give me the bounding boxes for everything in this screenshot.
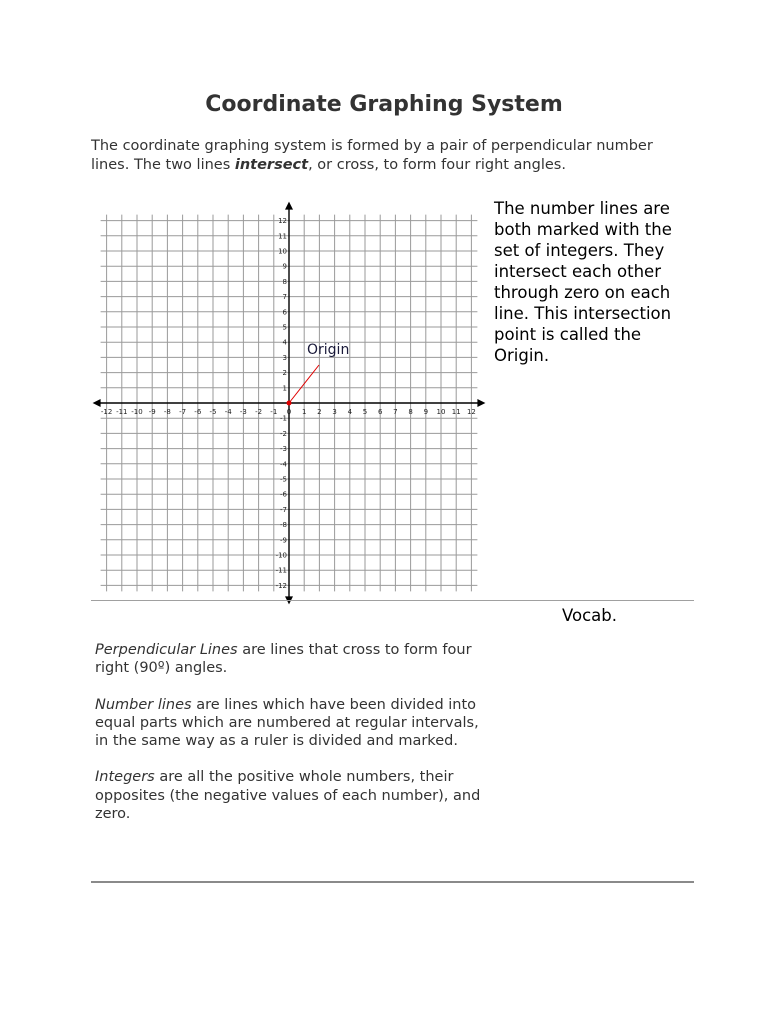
y-tick-label: 6 — [282, 308, 287, 317]
vocab-heading: Vocab. — [562, 606, 618, 625]
x-tick-label: -6 — [194, 408, 202, 416]
x-tick-label: 11 — [451, 408, 461, 416]
y-tick-label: -7 — [280, 505, 287, 514]
origin-label: Origin — [307, 342, 350, 358]
x-tick-label: -11 — [116, 408, 128, 416]
intro-term-intersect: intersect — [234, 157, 309, 173]
x-tick-label: 1 — [301, 408, 307, 416]
x-tick-label: 5 — [362, 408, 368, 416]
y-tick-label: -9 — [280, 536, 287, 545]
x-tick-label: 7 — [393, 408, 398, 416]
x-tick-label: -3 — [239, 408, 247, 416]
vocab-definition: are lines that cross to form four right (90º) angles. — [95, 642, 472, 677]
x-tick-label: -10 — [131, 408, 143, 416]
y-tick-label: -10 — [275, 551, 287, 560]
y-tick-label: 9 — [282, 262, 287, 271]
page-title: Coordinate Graphing System — [205, 92, 563, 117]
y-axis-arrow-up-icon — [285, 202, 293, 210]
vocab-definition: are lines which have been divided into equal parts which are numbered at regular intervals, in the same way as a ruler is divided and marked. — [95, 696, 479, 750]
x-tick-label: -9 — [148, 408, 156, 416]
x-tick-label: 12 — [466, 408, 476, 416]
y-tick-label: -8 — [280, 521, 287, 530]
x-tick-label: 2 — [317, 408, 322, 416]
y-tick-label: -11 — [275, 566, 287, 575]
vocab-term: Number lines — [95, 696, 192, 713]
vocab-item-number-lines — [95, 696, 495, 751]
origin-point-marker — [287, 401, 292, 406]
y-tick-label: -5 — [280, 475, 287, 484]
y-tick-label: 5 — [282, 323, 287, 332]
y-tick-label: 2 — [282, 369, 287, 378]
x-tick-label: -1 — [270, 408, 278, 416]
x-tick-label: 8 — [408, 408, 413, 416]
y-tick-label: -2 — [280, 429, 287, 438]
vocab-term: Perpendicular Lines — [95, 642, 238, 658]
y-tick-label: -4 — [280, 460, 287, 469]
vocab-definition: are all the positive whole numbers, their opposites (the negative values of each number), and zero. — [95, 769, 481, 823]
x-axis-arrow-left-icon — [93, 399, 101, 407]
y-tick-label: -6 — [280, 490, 287, 499]
vocab-term: Integers — [95, 769, 155, 786]
x-tick-label: -5 — [209, 408, 217, 416]
y-tick-label: 8 — [282, 277, 287, 286]
vocab-item-perpendicular-lines — [95, 641, 495, 678]
x-tick-label: 6 — [377, 408, 383, 416]
y-tick-label: -12 — [275, 581, 287, 590]
x-axis-arrow-right-icon — [477, 399, 485, 407]
y-tick-label: -1 — [280, 414, 287, 423]
x-tick-label: 9 — [423, 408, 429, 416]
y-tick-label: 3 — [282, 353, 287, 362]
y-tick-label: 10 — [278, 247, 287, 256]
x-tick-label: 0 — [286, 408, 292, 416]
coordinate-grid — [90, 195, 490, 605]
x-tick-label: 3 — [332, 408, 337, 416]
intro-text-before: The coordinate graphing system is formed by a pair of perpendicular number lines. The two lines — [91, 138, 653, 173]
intro-text-after: , or cross, to form four right angles. — [308, 157, 566, 173]
y-tick-label: 1 — [282, 384, 287, 393]
y-tick-label: 12 — [278, 217, 287, 226]
y-tick-label: 11 — [278, 232, 287, 241]
x-tick-label: -7 — [179, 408, 187, 416]
x-tick-label: 10 — [436, 408, 446, 416]
origin-explanation: The number lines are both marked with the set of integers. They intersect each other through zero on each line. This intersection point is called the Origin. — [494, 199, 672, 365]
y-tick-label: -3 — [280, 445, 287, 454]
vocab-list — [95, 641, 495, 841]
bottom-divider — [91, 881, 694, 883]
x-tick-label: -12 — [100, 408, 113, 416]
intro-paragraph — [91, 137, 691, 175]
vocab-item-integers — [95, 768, 495, 823]
y-tick-label: 4 — [282, 338, 287, 347]
x-tick-label: 4 — [347, 408, 353, 416]
y-tick-label: 7 — [282, 293, 287, 302]
x-tick-label: -2 — [255, 408, 263, 416]
x-tick-label: -4 — [224, 408, 232, 416]
section-divider — [91, 600, 694, 601]
x-tick-label: -8 — [163, 408, 171, 416]
